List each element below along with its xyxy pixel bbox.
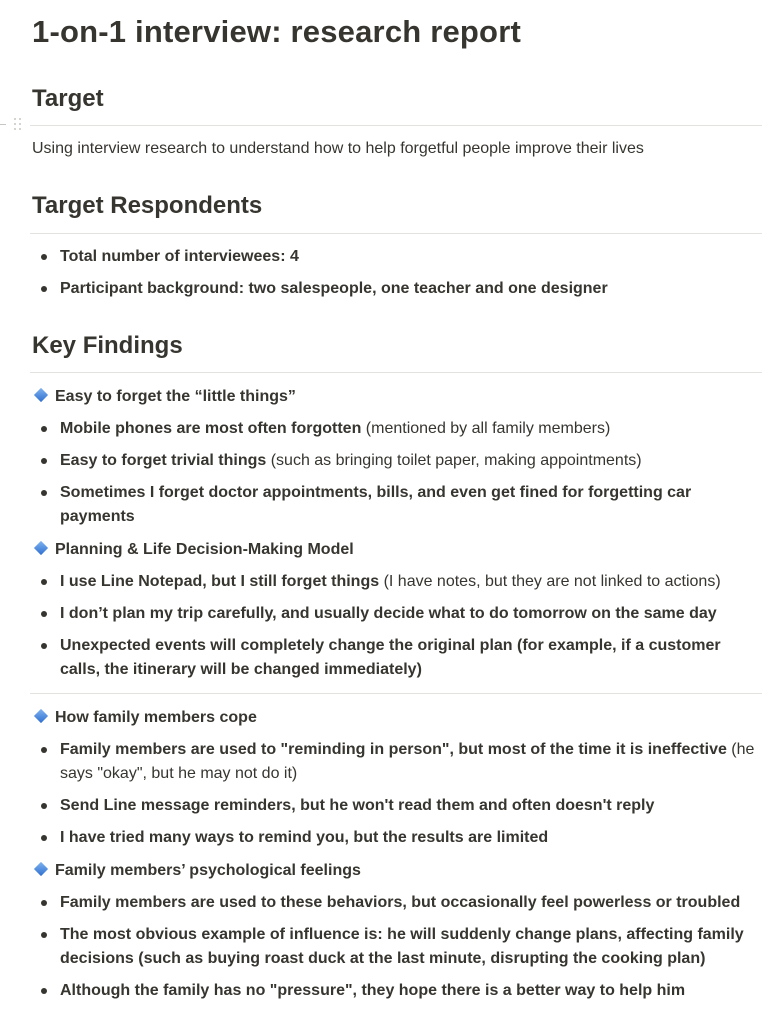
finding-group-title: Family members’ psychological feelings: [32, 860, 361, 882]
finding-group-title: How family members cope: [32, 707, 257, 729]
list-item: I use Line Notepad, but I still forget things (I have notes, but they are not linked to actions): [32, 570, 760, 594]
drag-handle-icon[interactable]: [14, 118, 24, 132]
blue-diamond-icon: [34, 541, 48, 555]
list-item: Family members are used to these behaviors, but occasionally feel powerless or troubled: [32, 891, 760, 915]
bullet-icon: [41, 458, 47, 464]
page-title: 1-on-1 interview: research report: [32, 14, 521, 49]
list-item: Unexpected events will completely change the original plan (for example, if a customer calls, the itinerary will be changed immediately): [32, 634, 760, 682]
bullet-icon: [41, 286, 47, 292]
bullet-icon: [41, 426, 47, 432]
finding-group-title: Planning & Life Decision-Making Model: [32, 539, 354, 561]
respondents-list: [32, 245, 760, 301]
divider: [30, 372, 762, 373]
respondents-heading: Target Respondents: [32, 192, 263, 219]
bullet-icon: [41, 611, 47, 617]
bullet-icon: [41, 579, 47, 585]
bullet-icon: [41, 900, 47, 906]
list-item: Participant background: two salespeople, one teacher and one designer: [32, 277, 760, 301]
bullet-icon: [41, 932, 47, 938]
divider: [30, 233, 762, 234]
finding-group-title: Easy to forget the “little things”: [32, 386, 296, 408]
finding-list: [32, 570, 760, 682]
bullet-icon: [41, 835, 47, 841]
blue-diamond-icon: [34, 388, 48, 402]
bullet-icon: [41, 747, 47, 753]
finding-list: [32, 417, 760, 529]
list-item: I don’t plan my trip carefully, and usually decide what to do tomorrow on the same day: [32, 602, 760, 626]
bullet-icon: [41, 490, 47, 496]
block-indicator-dash: [0, 124, 6, 125]
finding-list: [32, 891, 760, 1003]
bullet-icon: [41, 988, 47, 994]
bullet-icon: [41, 803, 47, 809]
list-item: Mobile phones are most often forgotten (mentioned by all family members): [32, 417, 760, 441]
target-heading: Target: [32, 85, 104, 112]
findings-heading: Key Findings: [32, 332, 183, 359]
divider: [30, 693, 762, 694]
blue-diamond-icon: [34, 709, 48, 723]
list-item: The most obvious example of influence is: he will suddenly change plans, affecting family decisions (such as buying roast duck at the last minute, disrupting the cooking plan): [32, 923, 760, 971]
bullet-icon: [41, 254, 47, 260]
bullet-icon: [41, 643, 47, 649]
list-item: Although the family has no "pressure", they hope there is a better way to help him: [32, 979, 760, 1003]
divider: [30, 125, 762, 126]
finding-list: [32, 738, 760, 850]
list-item: Sometimes I forget doctor appointments, bills, and even get fined for forgetting car payments: [32, 481, 760, 529]
list-item: Family members are used to "reminding in person", but most of the time it is ineffective (he says "okay", but he may not do it): [32, 738, 760, 786]
list-item: Total number of interviewees: 4: [32, 245, 760, 269]
list-item: Send Line message reminders, but he won't read them and often doesn't reply: [32, 794, 760, 818]
blue-diamond-icon: [34, 862, 48, 876]
target-text: Using interview research to understand how to help forgetful people improve their lives: [32, 140, 644, 157]
list-item: I have tried many ways to remind you, but the results are limited: [32, 826, 760, 850]
list-item: Easy to forget trivial things (such as bringing toilet paper, making appointments): [32, 449, 760, 473]
